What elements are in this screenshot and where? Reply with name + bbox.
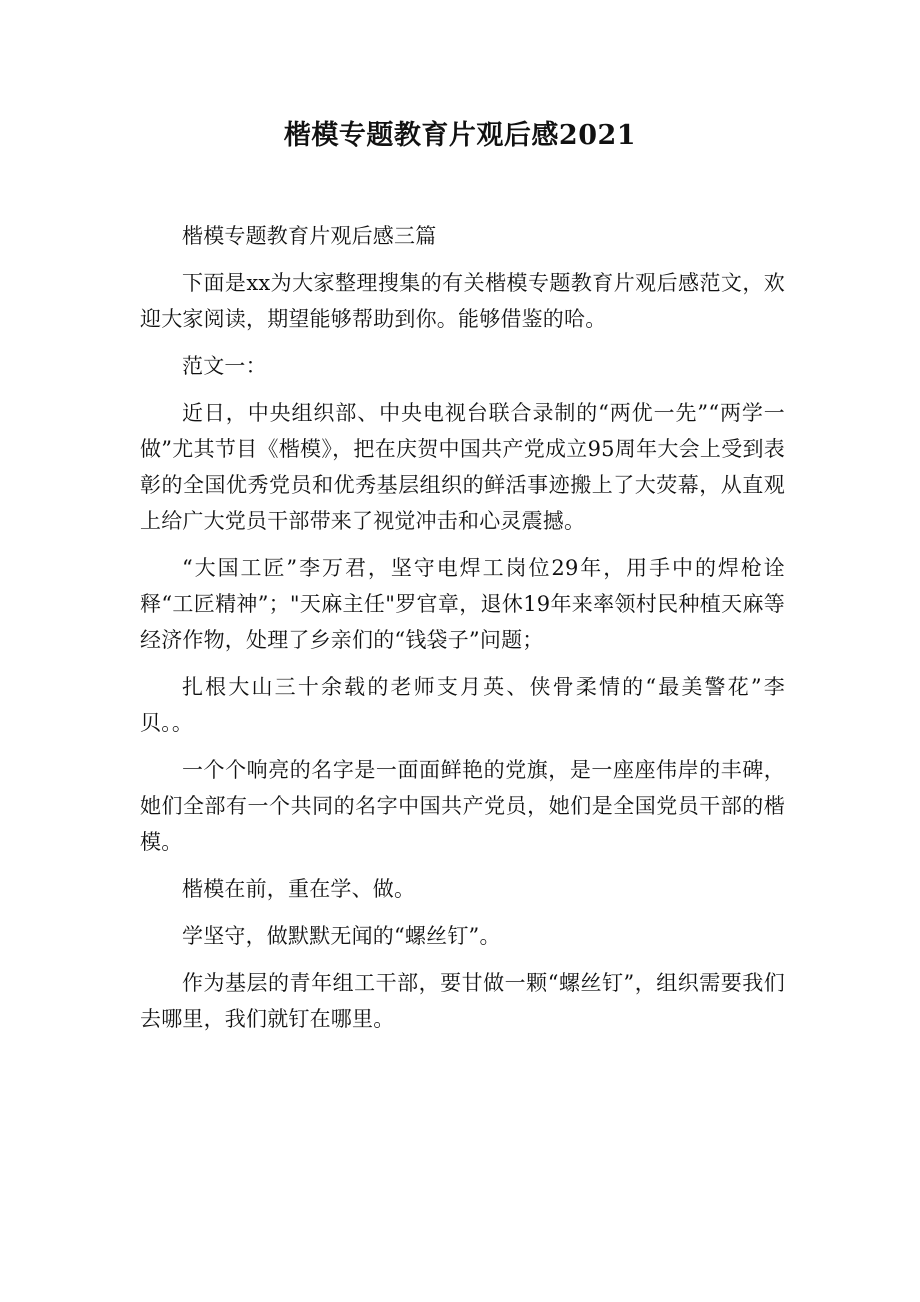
paragraph: 学坚守，做默默无闻的“螺丝钉”。: [182, 924, 501, 948]
paragraph: 一个个响亮的名字是一面面鲜艳的党旗，是一座座伟岸的丰碑，她们全部有一个共同的名字中国共产党员，她们是全国党员干部的楷模。: [140, 758, 785, 854]
document-body: [140, 218, 785, 1048]
paragraph-subtitle: 楷模专题教育片观后感三篇: [182, 224, 437, 248]
paragraph: 扎根大山三十余载的老师支月英、侠骨柔情的“最美警花”李贝。。: [140, 675, 785, 735]
paragraph-intro: 下面是xx为大家整理搜集的有关楷模专题教育片观后感范文，欢迎大家阅读，期望能够帮助到你。能够借鉴的哈。: [140, 271, 785, 331]
document-title: 楷模专题教育片观后感2021: [283, 120, 637, 151]
paragraph: “大国工匠”李万君，坚守电焊工岗位29年，用手中的焊枪诠释“工匠精神”；"天麻主任"罗官章，退休19年来率领村民种植天麻等经济作物，处理了乡亲们的“钱袋子”问题；: [140, 556, 785, 652]
paragraph: 近日，中央组织部、中央电视台联合录制的“两优一先”“两学一做”尤其节目《楷模》，把在庆贺中国共产党成立95周年大会上受到表彰的全国优秀党员和优秀基层组织的鲜活事迹搬上了大荧幕，从直观上给广大党员干部带来了视觉冲击和心灵震撼。: [140, 401, 785, 533]
paragraph-sample-heading: 范文一：: [182, 354, 267, 378]
paragraph: 作为基层的青年组工干部，要甘做一颗“螺丝钉”，组织需要我们去哪里，我们就钉在哪里。: [140, 971, 785, 1031]
paragraph: 楷模在前，重在学、做。: [182, 877, 416, 901]
